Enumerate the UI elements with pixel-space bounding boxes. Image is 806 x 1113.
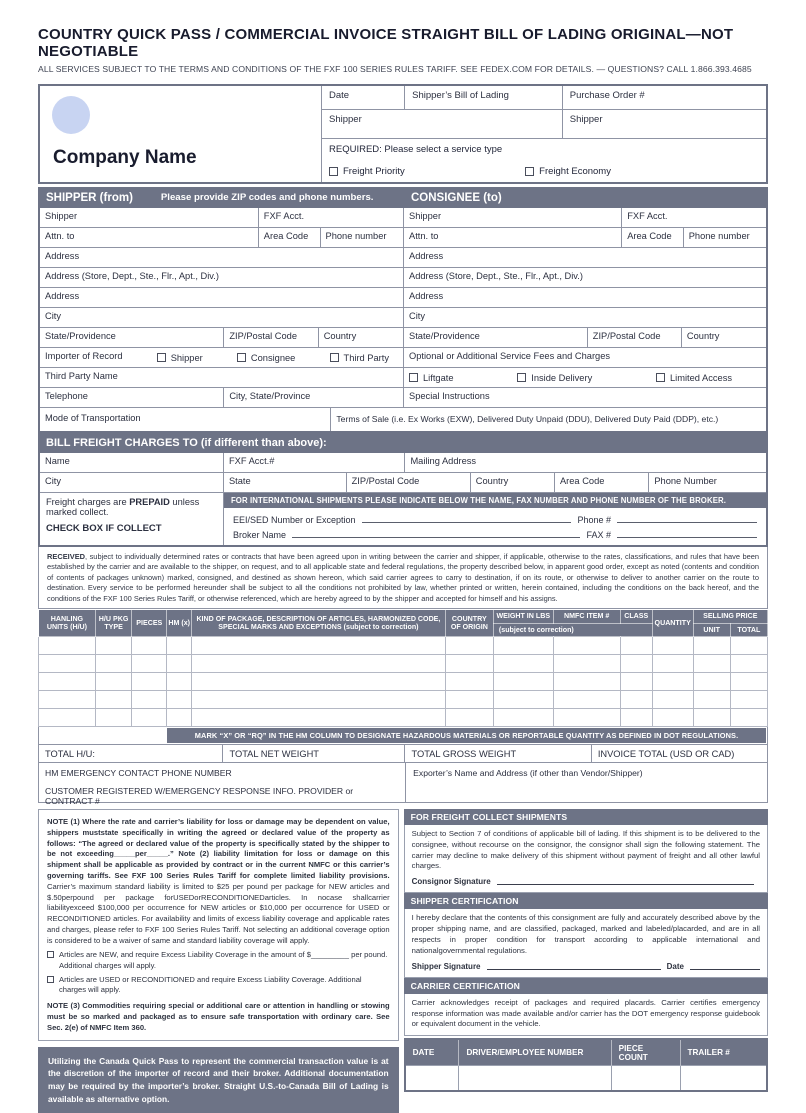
- purchase-order-field[interactable]: Purchase Order #: [562, 86, 766, 109]
- importer-shipper-checkbox[interactable]: [157, 353, 166, 362]
- col-date: DATE: [405, 1039, 459, 1066]
- item-cell[interactable]: [730, 673, 767, 691]
- invoice-total-field[interactable]: INVOICE TOTAL (USD OR CAD): [591, 745, 767, 762]
- top-reference-table: [322, 86, 766, 182]
- company-box: [40, 86, 322, 182]
- shipper-address3-field[interactable]: Address: [45, 291, 80, 301]
- note1-regular-text: Carrier’s maximum standard liability is limited to $25 per pound per package for NEW articles and $.50perpound per package forUSEDorRECONDITIONEDarticles. In nocase shallcarrier liabilityexceed $100,000 per occurrence for NEW articles or $10,000 per occurrence for USED or RECONDITIONED articles. For availability and limits of excess liability coverage and applicable rates and charges, please refer to FXF 100 Series Rules Tariff. Not selecting an additional coverage option is considered to be a waiver of same and standard liability coverage will apply.: [47, 881, 390, 945]
- company-logo-circle: [52, 96, 90, 134]
- shipper-area-code-field[interactable]: Area Code: [258, 228, 320, 247]
- freight-priority-label: Freight Priority: [343, 166, 405, 177]
- col-unit: UNIT: [693, 623, 730, 637]
- optional-fees-label: Optional or Additional Service Fees and Charges: [409, 351, 611, 361]
- item-row: [39, 673, 768, 691]
- shippers-bol-field[interactable]: Shipper’s Bill of Lading: [404, 86, 562, 109]
- item-cell[interactable]: [192, 691, 446, 709]
- item-row: [39, 709, 768, 727]
- carrier-certification-header: CARRIER CERTIFICATION: [404, 978, 768, 994]
- hm-emergency-block: [38, 763, 768, 807]
- col-selling-price: SELLING PRICE: [693, 610, 767, 624]
- item-cell[interactable]: [730, 691, 767, 709]
- liftgate-label: Liftgate: [423, 372, 454, 383]
- importer-consignee-checkbox[interactable]: [237, 353, 246, 362]
- item-cell[interactable]: [553, 637, 620, 655]
- consignor-signature-label: Consignor Signature: [411, 877, 491, 887]
- prepaid-text-1: Freight charges are: [46, 497, 130, 507]
- item-cell[interactable]: [730, 709, 767, 727]
- limited-access-label: Limited Access: [669, 372, 732, 383]
- service-type-required-label: REQUIRED: Please select a service type: [329, 144, 503, 155]
- item-cell[interactable]: [730, 637, 767, 655]
- received-bold: RECEIVED: [47, 552, 86, 561]
- item-cell[interactable]: [620, 673, 652, 691]
- item-cell[interactable]: [95, 709, 131, 727]
- mode-of-transportation-field[interactable]: Mode of Transportation: [45, 413, 141, 423]
- limited-access-option[interactable]: [656, 371, 732, 384]
- page-subtitle: ALL SERVICES SUBJECT TO THE TERMS AND CONDITIONS OF THE FXF 100 SERIES RULES TARIFF. SEE FEDEX.COM FOR DETAILS. — QUESTIONS? CALL 1.866.393.4685: [38, 64, 752, 74]
- date-cell[interactable]: [405, 1066, 459, 1091]
- item-cell[interactable]: [445, 637, 493, 655]
- billing-country-field[interactable]: Country: [470, 473, 554, 492]
- item-cell[interactable]: [39, 673, 96, 691]
- prepaid-text-2: unless marked collect.: [46, 497, 200, 517]
- excess-coverage-new-checkbox[interactable]: [47, 951, 54, 958]
- excess-coverage-used-checkbox[interactable]: [47, 976, 54, 983]
- consignee-address3-field[interactable]: Address: [409, 291, 444, 301]
- item-cell[interactable]: [693, 709, 730, 727]
- col-class: CLASS: [620, 610, 652, 624]
- company-name: Company Name: [53, 147, 197, 168]
- item-cell[interactable]: [493, 691, 553, 709]
- item-cell[interactable]: [192, 637, 446, 655]
- shipper-phone-field[interactable]: Phone number: [320, 228, 403, 247]
- item-row: [39, 655, 768, 673]
- item-cell[interactable]: [493, 637, 553, 655]
- shipper-country-field[interactable]: Country: [318, 328, 403, 347]
- item-cell[interactable]: [445, 655, 493, 673]
- billing-city-field[interactable]: City: [45, 476, 62, 486]
- total-gross-weight-field[interactable]: TOTAL GROSS WEIGHT: [404, 745, 590, 762]
- total-net-weight-field[interactable]: TOTAL NET WEIGHT: [222, 745, 404, 762]
- driver-employee-cell[interactable]: [459, 1066, 611, 1091]
- col-hm: HM (x): [167, 610, 192, 637]
- freight-collect-body: Subject to Section 7 of conditions of applicable bill of lading. If this shipment is to be delivered to the consignee, without recourse on the consignor, the consignor shall sign the following statement. The carrier may decline to make delivery of this shipment without payment of freight and all other lawful charges.: [411, 829, 760, 871]
- item-cell[interactable]: [95, 691, 131, 709]
- broker-phone-label: Phone #: [577, 515, 611, 525]
- consignee-fxf-acct-field[interactable]: FXF Acct.: [621, 208, 766, 227]
- shipper-field-left[interactable]: Shipper: [329, 114, 362, 126]
- totals-row: [38, 744, 768, 763]
- item-cell[interactable]: [39, 655, 96, 673]
- carrier-certification-body: Carrier acknowledges receipt of packages and required placards. Carrier certifies emergency response information was made available and/or carrier has the DOT emergency response guidebook or equivalent document in the vehicle.: [404, 994, 768, 1036]
- item-cell[interactable]: [132, 655, 167, 673]
- eei-sed-input-line[interactable]: [362, 514, 572, 523]
- eei-sed-label: EEI/SED Number or Exception: [232, 515, 356, 525]
- shipper-zip-field[interactable]: ZIP/Postal Code: [223, 328, 317, 347]
- customer-registered-field[interactable]: CUSTOMER REGISTERED W/EMERGENCY RESPONSE INFO. PROVIDER or CONTRACT #: [45, 786, 354, 807]
- liftgate-checkbox[interactable]: [409, 373, 418, 382]
- received-clause: [38, 547, 768, 609]
- excess-coverage-new-label: Articles are NEW, and require Excess Liability Coverage in the amount of $_________ per pound. Additional charges will apply.: [59, 950, 388, 970]
- signature-date-line[interactable]: [690, 961, 760, 970]
- note1-bold-text: NOTE (1) Where the rate and carrier’s liability for loss or damage may be dependent on value, shippers muststate specifically in writing the agreed or declared value of the property as follows: “The agreed or declared value of the property is specifically stated by the shipper to be not exceeding_____per_____.” Note (2) liability limitation for loss or damage on this shipment shall be applicable as provided by contract or in the current NMFC or this carrier’s governing tariffs. See FXF 100 Series Rules Tariff for complete limited liability provisions.: [47, 817, 390, 881]
- consignee-city-field[interactable]: City: [409, 311, 426, 321]
- col-weight-lbs: WEIGHT IN LBS: [493, 610, 553, 624]
- consignee-zip-field[interactable]: ZIP/Postal Code: [587, 328, 681, 347]
- page-title: COUNTRY QUICK PASS / COMMERCIAL INVOICE STRAIGHT BILL OF LADING ORIGINAL—NOT NEGOTIABLE: [38, 26, 734, 60]
- excess-coverage-used-label: Articles are USED or RECONDITIONED and require Excess Liability Coverage. Additional charges will apply.: [59, 974, 362, 995]
- billing-section-header: BILL FREIGHT CHARGES TO (if different than above):: [38, 433, 768, 453]
- signature-date-label: Date: [666, 961, 684, 971]
- col-hu-pkg-type: H/U PKG TYPE: [95, 610, 131, 637]
- item-cell[interactable]: [652, 637, 693, 655]
- item-cell[interactable]: [445, 691, 493, 709]
- excess-coverage-new-option[interactable]: [47, 950, 390, 971]
- item-cell[interactable]: [132, 637, 167, 655]
- importer-shipper-label: Shipper: [170, 352, 203, 363]
- item-cell[interactable]: [553, 655, 620, 673]
- item-cell[interactable]: [132, 691, 167, 709]
- item-cell[interactable]: [693, 691, 730, 709]
- party-section-header: [38, 187, 768, 208]
- item-cell[interactable]: [39, 637, 96, 655]
- importer-third-party-label: Third Party: [343, 352, 389, 363]
- consignee-address1-field[interactable]: Address: [409, 251, 444, 261]
- prepaid-bold: PREPAID: [129, 497, 170, 507]
- billing-grid: [38, 453, 768, 547]
- col-handling-units: HANLING UNITS (H/U): [39, 610, 96, 637]
- consignee-state-field[interactable]: State/Providence: [409, 331, 480, 341]
- inside-delivery-checkbox[interactable]: [517, 373, 526, 382]
- item-cell[interactable]: [39, 709, 96, 727]
- col-piece-count: PIECE COUNT: [611, 1039, 680, 1066]
- col-kind-of-package: KIND OF PACKAGE, DESCRIPTION OF ARTICLES, HARMONIZED CODE, SPECIAL MARKS AND EXCEPTIONS (subject to correction): [192, 610, 446, 637]
- item-cell[interactable]: [620, 637, 652, 655]
- item-cell[interactable]: [132, 709, 167, 727]
- third-party-name-field[interactable]: Third Party Name: [45, 371, 118, 381]
- item-cell[interactable]: [693, 673, 730, 691]
- item-cell[interactable]: [553, 673, 620, 691]
- importer-shipper-option[interactable]: [157, 351, 203, 364]
- consignee-area-code-field[interactable]: Area Code: [621, 228, 683, 247]
- item-cell[interactable]: [39, 691, 96, 709]
- notes-column: [38, 809, 399, 1113]
- item-cell[interactable]: [652, 673, 693, 691]
- shipper-fxf-acct-field[interactable]: FXF Acct.: [258, 208, 403, 227]
- total-hu-field[interactable]: TOTAL H/U:: [45, 748, 95, 759]
- billing-zip-field[interactable]: ZIP/Postal Code: [346, 473, 470, 492]
- billing-mailing-address-field[interactable]: Mailing Address: [404, 453, 766, 472]
- broker-fax-label: FAX #: [586, 530, 611, 540]
- shipper-signature-line[interactable]: [487, 961, 661, 970]
- item-cell[interactable]: [553, 691, 620, 709]
- col-pieces: PIECES: [132, 610, 167, 637]
- shipper-certification-header: SHIPPER CERTIFICATION: [404, 893, 768, 909]
- hm-mark-note: MARK “X” OR “RQ” IN THE HM COLUMN TO DESIGNATE HAZARDOUS MATERIALS OR REPORTABLE QUANTITY AS DEFINED IN DOT REGULATIONS.: [167, 728, 766, 743]
- shipper-city-field[interactable]: City: [45, 311, 62, 321]
- item-cell[interactable]: [493, 655, 553, 673]
- shipper-certification-body: I hereby declare that the contents of this consignment are fully and accurately described above by the proper shipping name, and are classified, packaged, marked and labeled/placarded, and are in all respects in proper condition for transport according to applicable international and nationalgovernmental regulations.: [411, 913, 760, 955]
- item-cell[interactable]: [192, 709, 446, 727]
- hm-mark-note-row: [38, 727, 768, 744]
- consignor-signature-line[interactable]: [497, 876, 754, 885]
- item-cell[interactable]: [693, 637, 730, 655]
- liability-notes: [38, 809, 399, 1041]
- check-box-if-collect-label[interactable]: CHECK BOX IF COLLECT: [46, 523, 162, 534]
- freight-priority-checkbox[interactable]: [329, 167, 338, 176]
- consignee-name-field[interactable]: Shipper: [409, 211, 442, 221]
- shipper-name-field[interactable]: Shipper: [45, 211, 78, 221]
- item-cell[interactable]: [192, 673, 446, 691]
- col-trailer-number: TRAILER #: [680, 1039, 767, 1066]
- billing-phone-field[interactable]: Phone Number: [648, 473, 766, 492]
- col-weight-subject-note: (subject to correction): [493, 623, 652, 637]
- hm-emergency-contact-field[interactable]: HM EMERGENCY CONTACT PHONE NUMBER: [45, 768, 232, 779]
- special-instructions-field[interactable]: Special Instructions: [409, 391, 490, 401]
- telephone-field[interactable]: Telephone: [45, 391, 88, 401]
- shipper-state-field[interactable]: State/Providence: [45, 331, 116, 341]
- item-cell[interactable]: [652, 709, 693, 727]
- trailer-cell[interactable]: [680, 1066, 767, 1091]
- item-cell[interactable]: [167, 655, 192, 673]
- inside-delivery-option[interactable]: [517, 371, 592, 384]
- item-cell[interactable]: [652, 655, 693, 673]
- item-cell[interactable]: [167, 709, 192, 727]
- col-total: TOTAL: [730, 623, 767, 637]
- liftgate-option[interactable]: [409, 371, 454, 384]
- importer-of-record-label: Importer of Record: [45, 351, 123, 361]
- billing-name-field[interactable]: Name: [45, 456, 70, 466]
- terms-of-sale-field[interactable]: Terms of Sale (i.e. Ex Works (EXW), Delivered Duty Unpaid (DDU), Delivered Duty Paid (DDP), etc.): [330, 408, 766, 431]
- col-country-of-origin: COUNTRY OF ORIGIN: [445, 610, 493, 637]
- item-cell[interactable]: [620, 655, 652, 673]
- prepaid-notice: [40, 493, 223, 545]
- item-cell[interactable]: [493, 709, 553, 727]
- date-field[interactable]: Date: [329, 90, 350, 101]
- freight-economy-label: Freight Economy: [539, 166, 611, 177]
- consignee-section-title: CONSIGNEE (to): [411, 191, 502, 204]
- zip-phone-note: Please provide ZIP codes and phone numbers.: [160, 192, 374, 203]
- top-block: [38, 84, 768, 184]
- excess-coverage-used-option[interactable]: [47, 975, 390, 996]
- received-text: , subject to individually determined rates or contracts that have been agreed upon in writing between the carrier and shipper, if applicable, otherwise to the rates, classifications, and rules that have been established by the carrier and are available to the shipper, on request, and to all applicable state and federal regulations, the property described below, in apparent good order, except as noted (contents and condition of contents of packages unknown) marked, consigned, and destined as shown hereon, which said carrier agrees to carry to destination, if on its route, or otherwise to deliver to another carrier on the route to destination. Every service to be performed hereunder shall be subject to all the conditions not prohibited by law, whether printed or written, herein contained, including the conditions on the back hereof, and the conditions of the FXF 100 Series Rules Tariff, or otherwise referenced, which are hereby agreed to by the shipper and accepted for himself and his assigns.: [47, 552, 759, 603]
- col-nmfc-item: NMFC ITEM #: [553, 610, 620, 624]
- item-cell[interactable]: [95, 637, 131, 655]
- item-cell[interactable]: [132, 673, 167, 691]
- freight-collect-header: FOR FREIGHT COLLECT SHIPMENTS: [404, 809, 768, 825]
- freight-economy-checkbox[interactable]: [525, 167, 534, 176]
- consignee-address2-field[interactable]: Address (Store, Dept., Ste., Flr., Apt., Div.): [409, 271, 583, 281]
- consignee-phone-field[interactable]: Phone number: [683, 228, 766, 247]
- exporter-name-address-field[interactable]: Exporter’s Name and Address (if other than Vendor/Shipper): [405, 763, 767, 802]
- note3-text: NOTE (3) Commodities requiring special or additional care or attention in handling or stowing must be so marked and packaged as to ensure safe transportation with ordinary care. See Sec. 2(e) of NMFC Item 360.: [47, 1001, 390, 1033]
- shipper-field-right[interactable]: Shipper: [562, 110, 766, 138]
- piece-count-cell[interactable]: [611, 1066, 680, 1091]
- international-broker-header: FOR INTERNATIONAL SHIPMENTS PLEASE INDICATE BELOW THE NAME, FAX NUMBER AND PHONE NUMBER OF THE BROKER.: [224, 493, 766, 508]
- item-cell[interactable]: [167, 691, 192, 709]
- item-cell[interactable]: [167, 673, 192, 691]
- broker-name-label: Broker Name: [232, 530, 286, 540]
- item-cell[interactable]: [445, 709, 493, 727]
- col-driver-employee-number: DRIVER/EMPLOYEE NUMBER: [459, 1039, 611, 1066]
- col-quantity: QUANTITY: [652, 610, 693, 637]
- limited-access-checkbox[interactable]: [656, 373, 665, 382]
- canada-quick-pass-notice: Utilizing the Canada Quick Pass to represent the commercial transaction value is at the discretion of the importer of record and their broker. Additional documentation may be required by the importer’s broker. Straight U.S.-to-Canada Bill of Lading is available as alternative option.: [38, 1047, 399, 1113]
- item-cell[interactable]: [652, 691, 693, 709]
- carrier-sign-off-row: [405, 1066, 767, 1091]
- item-cell[interactable]: [167, 637, 192, 655]
- shipper-attn-field[interactable]: Attn. to: [45, 231, 75, 241]
- item-cell[interactable]: [620, 709, 652, 727]
- carrier-sign-off-table: [404, 1038, 768, 1092]
- importer-consignee-option[interactable]: [237, 351, 295, 364]
- broker-fax-input-line[interactable]: [617, 529, 757, 538]
- item-cell[interactable]: [693, 655, 730, 673]
- shipper-address2-field[interactable]: Address (Store, Dept., Ste., Flr., Apt., Div.): [45, 271, 219, 281]
- item-cell[interactable]: [192, 655, 446, 673]
- shipper-signature-label: Shipper Signature: [411, 961, 481, 971]
- billing-area-code-field[interactable]: Area Code: [554, 473, 648, 492]
- importer-third-party-checkbox[interactable]: [330, 353, 339, 362]
- certifications-column: [404, 809, 768, 1091]
- billing-state-field[interactable]: State: [223, 473, 346, 492]
- consignee-attn-field[interactable]: Attn. to: [409, 231, 439, 241]
- item-cell[interactable]: [553, 709, 620, 727]
- broker-name-input-line[interactable]: [292, 529, 581, 538]
- item-cell[interactable]: [730, 655, 767, 673]
- broker-phone-input-line[interactable]: [617, 514, 757, 523]
- item-cell[interactable]: [493, 673, 553, 691]
- item-cell[interactable]: [620, 691, 652, 709]
- item-cell[interactable]: [445, 673, 493, 691]
- item-row: [39, 637, 768, 655]
- party-grid: [38, 208, 768, 433]
- consignee-country-field[interactable]: Country: [681, 328, 766, 347]
- freight-priority-option[interactable]: [329, 166, 405, 177]
- items-table: [38, 609, 768, 727]
- inside-delivery-label: Inside Delivery: [531, 372, 593, 383]
- item-row: [39, 691, 768, 709]
- freight-economy-option[interactable]: [525, 166, 611, 177]
- item-cell[interactable]: [95, 655, 131, 673]
- shipper-section-title: SHIPPER (from): [46, 191, 133, 204]
- importer-third-party-option[interactable]: [330, 351, 389, 364]
- item-cell[interactable]: [95, 673, 131, 691]
- billing-fxf-acct-field[interactable]: FXF Acct.#: [223, 453, 405, 472]
- importer-consignee-label: Consignee: [250, 352, 296, 363]
- city-state-province-field[interactable]: City, State/Province: [223, 388, 403, 407]
- shipper-address1-field[interactable]: Address: [45, 251, 80, 261]
